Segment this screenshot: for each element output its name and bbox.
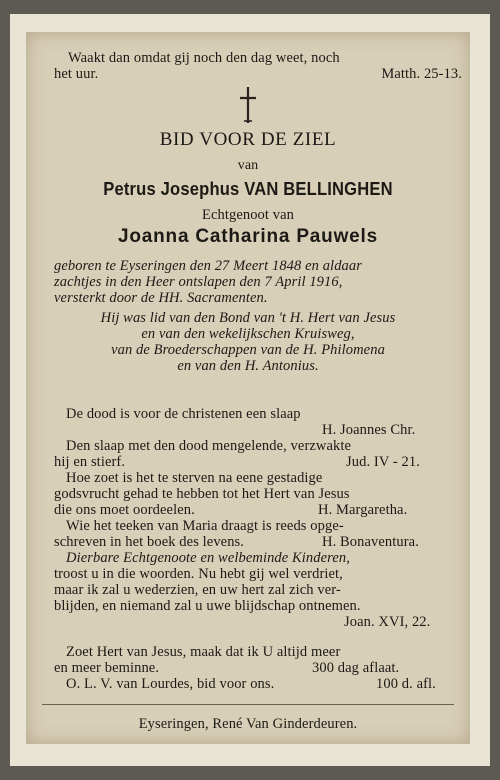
prayer-1: Zoet Hert van Jesus, maak dat ik U altijd meer [66,644,341,660]
deceased-name: Petrus Josephus VAN BELLINGHEN [103,179,393,199]
prayer-2: O. L. V. van Lourdes, bid voor ons. [66,676,275,692]
prayer-1-indulgence: 300 dag aflaat. [312,660,400,676]
text-1: De dood is voor de christenen een slaap [66,406,301,422]
membership-line-4: en van den H. Antonius. [177,358,319,374]
membership-line-1: Hij was lid van den Bond van 't H. Hert van Jesus [100,310,396,326]
bio-line-2: zachtjes in den Heer ontslapen den 7 April 1916, [54,274,343,290]
quote-line-1: Waakt dan omdat gij noch den dag weet, noch [68,50,340,66]
cross-icon [234,85,262,125]
text-2b: hij en stierf. [54,454,126,470]
bio-line-3: versterkt door de HH. Sacramenten. [54,290,268,306]
van-label: van [237,158,259,173]
text-5-source: Joan. XVI, 22. [344,614,431,630]
text-4b: schreven in het boek des levens. [54,534,245,550]
printer-line: Eyseringen, René Van Ginderdeuren. [138,716,358,732]
text-5b: troost u in die woorden. Nu hebt gij wel verdriet, [54,566,343,582]
divider [42,704,454,705]
quote-source: Matth. 25-13. [381,66,462,82]
text-3b: godsvrucht gehad te hebben tot het Hert van Jesus [54,486,350,502]
text-1-source: H. Joannes Chr. [322,422,416,438]
text-3-source: H. Margaretha. [318,502,408,518]
text-5c: maar ik zal u wederzien, en uw hert zal zich ver- [54,582,341,598]
quote-text-end: het uur. [54,66,99,82]
prayer-heading: BID VOOR DE ZIEL [159,129,337,150]
text-4-source: H. Bonaventura. [322,534,419,550]
text-3: Hoe zoet is het te sterven na eene gestadige [66,470,323,486]
prayer-2-indulgence: 100 d. afl. [376,676,436,692]
membership-line-2: en van den wekelijkschen Kruisweg, [141,326,355,342]
spouse-name: Joanna Catharina Pauwels [118,226,378,247]
memorial-card [26,32,470,744]
text-5d: blijden, en niemand zal u uwe blijdschap ontnemen. [54,598,361,614]
quote-line-2 [54,66,462,82]
text-4: Wie het teeken van Maria draagt is reeds opge- [66,518,344,534]
text-2-source: Jud. IV - 21. [346,454,420,470]
prayer-1b: en meer beminne. [54,660,160,676]
bio-line-1: geboren te Eyseringen den 27 Meert 1848 en aldaar [54,258,362,274]
text-2: Den slaap met den dood mengelende, verzwakte [66,438,352,454]
spouse-label: Echtgenoot van [202,207,294,223]
text-5: Dierbare Echtgenoote en welbeminde Kinderen, [66,550,350,566]
text-3c: die ons moet oordeelen. [54,502,195,518]
membership-line-3: van de Broederschappen van de H. Philomena [111,342,385,358]
